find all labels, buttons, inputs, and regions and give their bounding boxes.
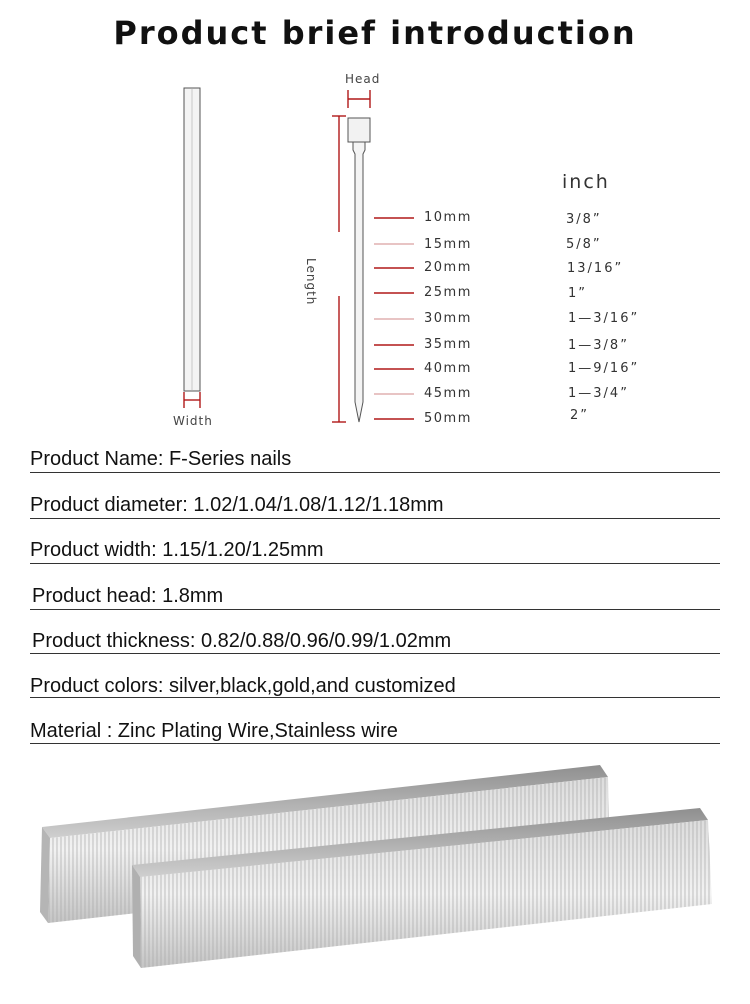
size-mm: 20mm — [424, 260, 472, 275]
size-inch: 3/8” — [566, 212, 602, 227]
size-inch: 1” — [568, 286, 588, 301]
head-label: Head — [345, 72, 381, 86]
width-marker — [184, 392, 200, 408]
size-inch: 1—3/16” — [568, 311, 640, 326]
size-mm: 15mm — [424, 237, 472, 252]
size-mm: 45mm — [424, 386, 472, 401]
width-label: Width — [173, 414, 213, 428]
nail-strips-illustration — [0, 750, 750, 1000]
spec-product-name: Product Name: F-Series nails — [30, 448, 292, 470]
divider — [30, 743, 720, 744]
size-tick-lines — [374, 218, 414, 419]
divider — [30, 609, 720, 610]
size-mm: 40mm — [424, 361, 472, 376]
divider — [30, 563, 720, 564]
size-mm: 30mm — [424, 311, 472, 326]
size-inch: 2” — [570, 408, 590, 423]
nail-side-view — [184, 88, 200, 391]
spec-thickness: Product thickness: 0.82/0.88/0.96/0.99/1.02mm — [32, 630, 452, 652]
divider — [30, 697, 720, 698]
size-mm: 50mm — [424, 411, 472, 426]
nail-size-diagram — [0, 0, 750, 440]
nail-front-view — [348, 118, 370, 422]
nail-strips-photo — [0, 750, 750, 1000]
length-marker — [332, 116, 346, 422]
size-inch: 13/16” — [567, 261, 624, 276]
size-mm: 25mm — [424, 285, 472, 300]
divider — [30, 472, 720, 473]
size-inch: 1—9/16” — [568, 361, 640, 376]
size-inch: 5/8” — [566, 237, 602, 252]
size-mm: 35mm — [424, 337, 472, 352]
size-mm: 10mm — [424, 210, 472, 225]
divider — [30, 653, 720, 654]
length-label: Length — [304, 258, 318, 306]
spec-colors: Product colors: silver,black,gold,and customized — [30, 675, 456, 697]
spec-head: Product head: 1.8mm — [32, 585, 224, 607]
head-marker — [348, 90, 370, 108]
spec-diameter: Product diameter: 1.02/1.04/1.08/1.12/1.18mm — [30, 494, 444, 516]
spec-material: Material : Zinc Plating Wire,Stainless wire — [30, 720, 398, 742]
inch-header: inch — [562, 171, 610, 193]
divider — [30, 518, 720, 519]
size-inch: 1—3/4” — [568, 386, 629, 401]
page-title: Product brief introduction — [113, 14, 637, 52]
spec-width: Product width: 1.15/1.20/1.25mm — [30, 539, 324, 561]
size-inch: 1—3/8” — [568, 338, 629, 353]
